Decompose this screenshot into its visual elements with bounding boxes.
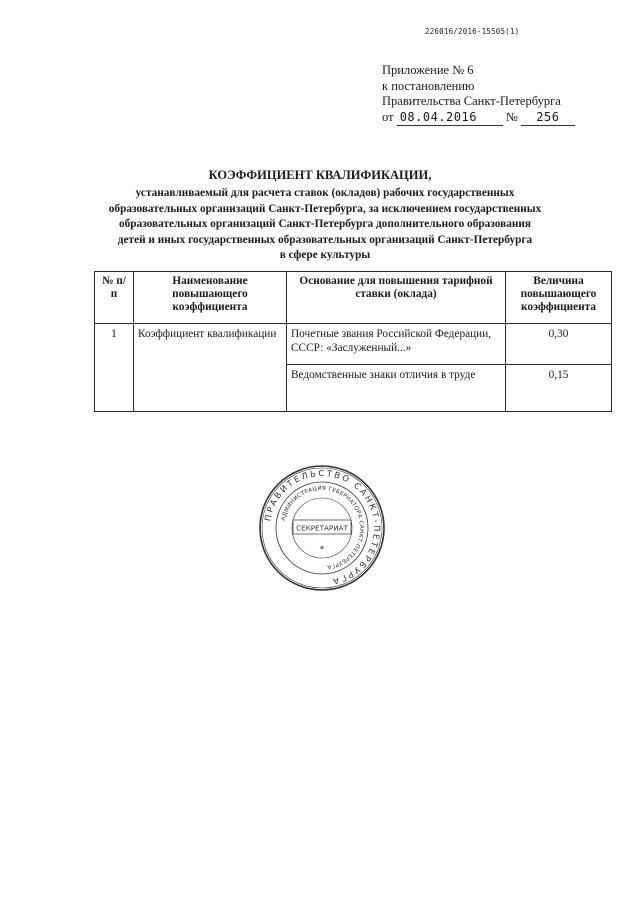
stamp-seal-icon bbox=[257, 463, 387, 593]
coefficient-table bbox=[94, 271, 612, 412]
cell-value: 0,15 bbox=[506, 365, 612, 412]
subtitle-line: образовательных организаций Санкт-Петербурга дополнительного образования bbox=[118, 218, 532, 230]
header-value: Величина повышающего коэффициента bbox=[506, 272, 612, 324]
header-name: Наименование повышающего коэффициента bbox=[134, 272, 287, 324]
subtitle-line: устанавливаемый для расчета ставок (окладов) рабочих государственных bbox=[135, 187, 515, 199]
header-num: № п/п bbox=[95, 272, 134, 324]
cell-num: 1 bbox=[95, 324, 134, 412]
subtitle-line: детей и иных государственных образовательных организаций Санкт-Петербурга bbox=[117, 233, 533, 246]
appendix-line: к постановлению bbox=[382, 78, 475, 93]
resolution-date: 08.04.2016 bbox=[397, 110, 503, 127]
cell-basis: Ведомственные знаки отличия в труде bbox=[287, 365, 506, 412]
header-basis: Основание для повышения тарифной ставки (оклада) bbox=[287, 272, 506, 324]
subtitle-line: образовательных организаций Санкт-Петербурга, за исключением государственных bbox=[108, 202, 542, 215]
stamp-star: * bbox=[319, 545, 325, 555]
stamp-center-text: СЕКРЕТАРИАТ bbox=[296, 523, 348, 533]
date-prefix: от bbox=[382, 109, 394, 124]
official-stamp bbox=[257, 463, 387, 593]
cell-basis: Почетные звания Российской Федерации, СССР: «Заслуженный...» bbox=[287, 324, 506, 365]
stamp-outer-text: ПРАВИТЕЛЬСТВО САНКТ-ПЕТЕРБУРГА bbox=[262, 467, 383, 588]
cell-name: Коэффициент квалификации bbox=[134, 324, 287, 412]
subtitle-line: в сфере культуры bbox=[279, 249, 371, 261]
resolution-number: 256 bbox=[521, 110, 575, 127]
number-prefix: № bbox=[505, 109, 518, 124]
document-title: КОЭФФИЦИЕНТ КВАЛИФИКАЦИИ, bbox=[208, 168, 432, 182]
document-id: 226016/2016-15505(1) bbox=[425, 27, 520, 36]
appendix-header bbox=[382, 63, 575, 126]
cell-value: 0,30 bbox=[506, 324, 612, 365]
table-header-row bbox=[95, 272, 612, 324]
appendix-line: Приложение № 6 bbox=[382, 63, 474, 77]
document-subtitle bbox=[60, 186, 590, 264]
appendix-date-line bbox=[382, 110, 575, 127]
table-row bbox=[95, 324, 612, 365]
stamp-inner-text: АДМИНИСТРАЦИЯ ГУБЕРНАТОРА САНКТ-ПЕТЕРБУРГА bbox=[280, 485, 365, 570]
appendix-line: Правительства Санкт-Петербурга bbox=[382, 94, 561, 108]
